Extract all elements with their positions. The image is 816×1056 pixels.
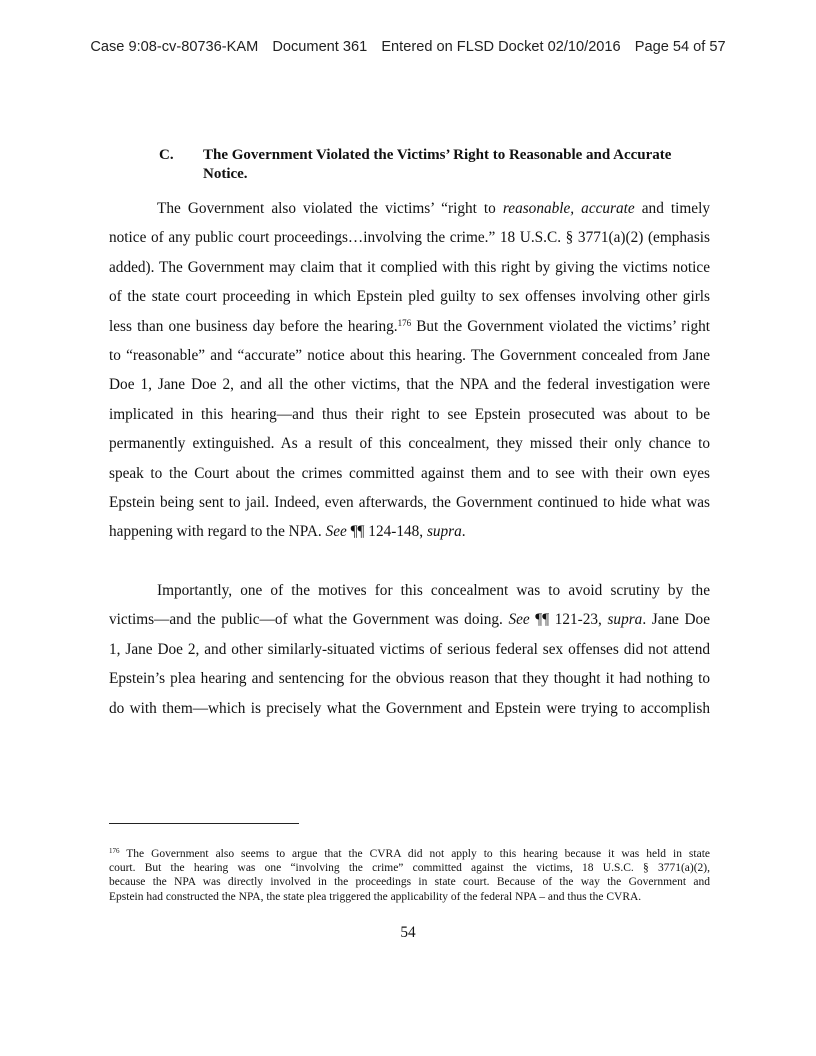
text-line: do with them—which is precisely what the Government and Epstein were trying to accomplish: [109, 699, 710, 717]
text-line: The Government also violated the victims’ “right to reasonable, accurate and timely: [157, 200, 710, 217]
body-text: [109, 194, 710, 723]
paragraph: [109, 576, 710, 723]
section-title: [203, 146, 723, 184]
footnote-ref: 176: [397, 317, 412, 328]
text-line: notice of any public court proceedings…involving the crime.” 18 U.S.C. § 3771(a)(2) (emphasis: [109, 229, 710, 247]
text-line: victims—and the public—of what the Government was doing. See ¶¶ 121-23, supra. Jane Doe: [109, 611, 710, 629]
docket-entry: Entered on FLSD Docket 02/10/2016: [381, 39, 621, 55]
text-line: added). The Government may claim that it complied with this right by giving the victims notice: [109, 258, 710, 276]
footnote-separator: [109, 823, 299, 824]
text-line: Epstein’s plea hearing and sentencing for the obvious reason that they thought it had nothing to: [109, 670, 710, 688]
page-number: 54: [400, 924, 416, 941]
footnote-line: court. But the hearing was one “involving the crime” committed against the victims, 18 U.S.C. § 3771(a)(2),: [109, 862, 710, 875]
text-line: Importantly, one of the motives for this concealment was to avoid scrutiny by the: [157, 582, 710, 600]
footnote-line: Epstein had constructed the NPA, the state plea triggered the applicability of the federal NPA – and thus the CVRA.: [109, 890, 642, 903]
footnote-line: $^{176}$ The Government also seems to argue that the CVRA did not apply to this hearing because it was held in state: [109, 847, 710, 860]
footnote-number: 176: [109, 847, 120, 855]
paragraph: [109, 194, 710, 547]
page-of: Page 54 of 57: [634, 39, 726, 55]
text-line: implicated in this hearing—and thus their right to see Epstein prosecuted was about to be: [109, 405, 710, 423]
text-line: 1, Jane Doe 2, and other similarly-situated victims of serious federal sex offenses did not attend: [109, 640, 710, 658]
section-letter: C.: [159, 147, 174, 163]
text-line: to “reasonable” and “accurate” notice about this hearing. The Government concealed from Jane: [109, 346, 710, 364]
text-line: happening with regard to the NPA. See ¶¶ 124-148, supra.: [109, 523, 466, 541]
section-title-line: The Government Violated the Victims’ Right to Reasonable and Accurate: [203, 147, 672, 163]
text-line: speak to the Court about the crimes committed against them and to see with their own eyes: [109, 464, 710, 482]
section-title-line: Notice.: [203, 166, 248, 182]
footnote: [109, 847, 710, 904]
text-line: less than one business day before the hearing.$^{176}$ But the Government violated the victims’ right: [109, 317, 711, 335]
text-line: Epstein being sent to jail. Indeed, even afterwards, the Government continued to hide what was: [109, 493, 710, 511]
case-number: Case 9:08-cv-80736-KAM: [90, 39, 259, 55]
text-line: permanently extinguished. As a result of this concealment, they missed their only chance to: [109, 435, 710, 453]
text-line: of the state court proceeding in which Epstein pled guilty to sex offenses involving other girls: [109, 288, 710, 306]
text-line: Doe 1, Jane Doe 2, and all the other victims, that the NPA and the federal investigation were: [109, 376, 710, 394]
footnote-line: because the NPA was directly involved in the proceedings in state court. Because of the way the Government and: [109, 876, 710, 889]
document-number: Document 361: [272, 39, 368, 55]
docket-header: [0, 39, 816, 55]
